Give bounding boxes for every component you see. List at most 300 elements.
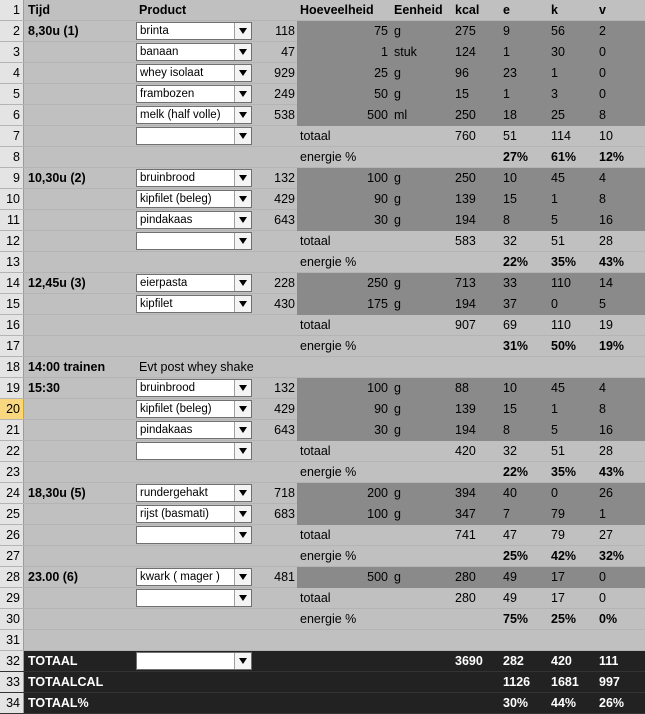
product-code-cell[interactable]: 929 <box>274 66 295 80</box>
sheet-row <box>0 231 645 252</box>
chevron-down-icon[interactable] <box>234 296 251 312</box>
row-header[interactable]: 6 <box>0 105 24 125</box>
row-header[interactable]: 23 <box>0 462 24 482</box>
v-cell[interactable]: 14 <box>599 276 613 290</box>
time-cell[interactable]: 18,30u (5) <box>28 486 86 500</box>
col-e: e <box>503 3 510 17</box>
k-cell[interactable]: 79 <box>551 528 565 542</box>
k-cell[interactable]: 56 <box>551 24 565 38</box>
e-cell[interactable]: 30% <box>503 696 529 710</box>
kcal-cell[interactable]: 124 <box>455 45 476 59</box>
product-value: pindakaas <box>140 214 193 226</box>
row-header[interactable]: 11 <box>0 210 24 230</box>
row-header[interactable]: 1 <box>0 0 24 20</box>
kcal-cell[interactable]: 347 <box>455 507 476 521</box>
k-cell[interactable]: 51 <box>551 234 565 248</box>
product-value: bruinbrood <box>140 172 195 184</box>
k-cell[interactable]: 61% <box>551 150 577 164</box>
e-cell[interactable]: 23 <box>503 66 517 80</box>
product-dropdown[interactable] <box>136 526 252 544</box>
product-code-cell[interactable]: 47 <box>281 45 295 59</box>
k-cell[interactable]: 17 <box>551 591 565 605</box>
sheet-row <box>0 693 645 714</box>
energy-label: energie % <box>300 612 357 626</box>
product-dropdown[interactable] <box>136 421 252 439</box>
row-header[interactable]: 22 <box>0 441 24 461</box>
k-cell[interactable]: 25% <box>551 612 577 626</box>
chevron-down-icon[interactable] <box>234 527 251 543</box>
chevron-down-icon[interactable] <box>234 653 251 669</box>
sheet-row <box>0 42 645 63</box>
sheet-row <box>0 210 645 231</box>
chevron-down-icon[interactable] <box>234 590 251 606</box>
time-cell[interactable]: TOTAAL% <box>28 696 89 710</box>
k-cell[interactable]: 1 <box>551 66 558 80</box>
product-dropdown[interactable] <box>136 169 252 187</box>
e-cell[interactable]: 282 <box>503 654 524 668</box>
quantity-cell[interactable]: 100 <box>367 507 388 521</box>
e-cell[interactable]: 40 <box>503 486 517 500</box>
note-cell[interactable]: Evt post whey shake <box>139 360 254 374</box>
k-cell[interactable]: 17 <box>551 570 565 584</box>
e-cell[interactable]: 47 <box>503 528 517 542</box>
e-cell[interactable]: 10 <box>503 171 517 185</box>
product-code-cell[interactable]: 683 <box>274 507 295 521</box>
k-cell[interactable]: 35% <box>551 465 577 479</box>
product-code-cell[interactable]: 643 <box>274 213 295 227</box>
row-header[interactable]: 21 <box>0 420 24 440</box>
product-value: frambozen <box>140 88 195 100</box>
row-header[interactable]: 16 <box>0 315 24 335</box>
time-cell[interactable]: 8,30u (1) <box>28 24 79 38</box>
energy-label: energie % <box>300 150 357 164</box>
kcal-cell[interactable]: 907 <box>455 318 476 332</box>
e-cell[interactable]: 69 <box>503 318 517 332</box>
kcal-cell[interactable]: 88 <box>455 381 469 395</box>
k-cell[interactable]: 45 <box>551 381 565 395</box>
unit-cell[interactable]: g <box>394 213 401 227</box>
kcal-cell[interactable]: 250 <box>455 171 476 185</box>
time-cell[interactable]: TOTAALCAL <box>28 675 104 689</box>
product-value: eierpasta <box>140 277 188 289</box>
product-code-cell[interactable]: 481 <box>274 570 295 584</box>
kcal-cell[interactable]: 741 <box>455 528 476 542</box>
chevron-down-icon[interactable] <box>234 485 251 501</box>
quantity-cell[interactable]: 30 <box>374 213 388 227</box>
quantity-cell[interactable]: 500 <box>367 108 388 122</box>
kcal-cell[interactable]: 250 <box>455 108 476 122</box>
v-cell[interactable]: 4 <box>599 381 606 395</box>
v-cell[interactable]: 16 <box>599 213 613 227</box>
quantity-cell[interactable]: 100 <box>367 381 388 395</box>
v-cell[interactable]: 111 <box>599 654 619 668</box>
k-cell[interactable]: 25 <box>551 108 565 122</box>
quantity-cell[interactable]: 25 <box>374 66 388 80</box>
product-code-cell[interactable]: 430 <box>274 297 295 311</box>
product-code-cell[interactable]: 538 <box>274 108 295 122</box>
v-cell[interactable]: 19% <box>599 339 625 353</box>
v-cell[interactable]: 0% <box>599 612 618 626</box>
product-code-cell[interactable]: 132 <box>274 381 295 395</box>
v-cell[interactable]: 32% <box>599 549 625 563</box>
quantity-cell[interactable]: 200 <box>367 486 388 500</box>
product-dropdown[interactable] <box>136 106 252 124</box>
v-cell[interactable]: 43% <box>599 255 625 269</box>
row-header[interactable]: 12 <box>0 231 24 251</box>
sheet-row <box>0 483 645 504</box>
product-dropdown[interactable] <box>136 85 252 103</box>
sheet-row <box>0 462 645 483</box>
product-code-cell[interactable]: 643 <box>274 423 295 437</box>
v-cell[interactable]: 0 <box>599 591 606 605</box>
k-cell[interactable]: 110 <box>551 318 571 332</box>
chevron-down-icon[interactable] <box>234 380 251 396</box>
sheet-row <box>0 504 645 525</box>
row-header[interactable]: 19 <box>0 378 24 398</box>
unit-cell[interactable]: g <box>394 66 401 80</box>
product-dropdown[interactable] <box>136 190 252 208</box>
row-header[interactable]: 14 <box>0 273 24 293</box>
e-cell[interactable]: 22% <box>503 255 529 269</box>
sheet-row <box>0 336 645 357</box>
v-cell[interactable]: 0 <box>599 66 606 80</box>
chevron-down-icon[interactable] <box>234 107 251 123</box>
row-header[interactable]: 18 <box>0 357 24 377</box>
v-cell[interactable]: 28 <box>599 444 613 458</box>
sheet-row <box>0 630 645 651</box>
product-dropdown[interactable] <box>136 652 252 670</box>
row-header[interactable]: 5 <box>0 84 24 104</box>
v-cell[interactable]: 10 <box>599 129 613 143</box>
product-value: kipfilet <box>140 298 173 310</box>
kcal-cell[interactable]: 139 <box>455 402 476 416</box>
row-header[interactable]: 20 <box>0 399 24 419</box>
product-dropdown[interactable] <box>136 295 252 313</box>
row-header[interactable]: 32 <box>0 651 24 671</box>
v-cell[interactable]: 26% <box>599 696 625 710</box>
col-v: v <box>599 3 606 17</box>
energy-label: energie % <box>300 549 357 563</box>
product-code-cell[interactable]: 718 <box>274 486 295 500</box>
v-cell[interactable]: 27 <box>599 528 613 542</box>
unit-cell[interactable]: ml <box>394 108 408 122</box>
product-dropdown[interactable] <box>136 64 252 82</box>
k-cell[interactable]: 5 <box>551 423 558 437</box>
quantity-cell[interactable]: 175 <box>367 297 388 311</box>
k-cell[interactable]: 110 <box>551 276 571 290</box>
chevron-down-icon[interactable] <box>234 401 251 417</box>
product-code-cell[interactable]: 249 <box>274 87 295 101</box>
row-header[interactable]: 24 <box>0 483 24 503</box>
chevron-down-icon[interactable] <box>234 44 251 60</box>
unit-cell[interactable]: stuk <box>394 45 417 59</box>
unit-cell[interactable]: g <box>394 486 401 500</box>
row-header[interactable]: 7 <box>0 126 24 146</box>
chevron-down-icon[interactable] <box>234 275 251 291</box>
e-cell[interactable]: 27% <box>503 150 529 164</box>
e-cell[interactable]: 1 <box>503 45 510 59</box>
sheet-row <box>0 294 645 315</box>
time-cell[interactable]: 10,30u (2) <box>28 171 86 185</box>
kcal-cell[interactable]: 194 <box>455 297 476 311</box>
product-value: kipfilet (beleg) <box>140 403 212 415</box>
product-dropdown[interactable] <box>136 589 252 607</box>
product-dropdown[interactable] <box>136 379 252 397</box>
row-header[interactable]: 10 <box>0 189 24 209</box>
row-header[interactable]: 17 <box>0 336 24 356</box>
product-code-cell[interactable]: 132 <box>274 171 295 185</box>
sheet-row <box>0 315 645 336</box>
sheet-row <box>0 252 645 273</box>
product-value: whey isolaat <box>140 67 204 79</box>
time-cell[interactable]: 14:00 trainen <box>28 360 106 374</box>
kcal-cell[interactable]: 15 <box>455 87 469 101</box>
sheet-row <box>0 105 645 126</box>
product-dropdown[interactable] <box>136 400 252 418</box>
v-cell[interactable]: 28 <box>599 234 613 248</box>
product-code-cell[interactable]: 429 <box>274 402 295 416</box>
k-cell[interactable]: 0 <box>551 297 558 311</box>
k-cell[interactable]: 1 <box>551 402 558 416</box>
total-label: totaal <box>300 129 331 143</box>
quantity-cell[interactable]: 90 <box>374 402 388 416</box>
quantity-cell[interactable]: 90 <box>374 192 388 206</box>
sheet-row <box>0 609 645 630</box>
k-cell[interactable]: 1 <box>551 192 558 206</box>
e-cell[interactable]: 37 <box>503 297 517 311</box>
row-header[interactable]: 9 <box>0 168 24 188</box>
product-value: melk (half volle) <box>140 109 221 121</box>
unit-cell[interactable]: g <box>394 507 401 521</box>
row-header[interactable]: 15 <box>0 294 24 314</box>
row-header[interactable]: 28 <box>0 567 24 587</box>
v-cell[interactable]: 0 <box>599 570 606 584</box>
kcal-cell[interactable]: 280 <box>455 570 476 584</box>
e-cell[interactable]: 7 <box>503 507 510 521</box>
unit-cell[interactable]: g <box>394 381 401 395</box>
chevron-down-icon[interactable] <box>234 212 251 228</box>
sheet-row <box>0 525 645 546</box>
product-value: kwark ( mager ) <box>140 571 220 583</box>
quantity-cell[interactable]: 1 <box>381 45 388 59</box>
e-cell[interactable]: 9 <box>503 24 510 38</box>
chevron-down-icon[interactable] <box>234 233 251 249</box>
time-cell[interactable]: 12,45u (3) <box>28 276 86 290</box>
chevron-down-icon[interactable] <box>234 65 251 81</box>
row-header[interactable]: 8 <box>0 147 24 167</box>
unit-cell[interactable]: g <box>394 87 401 101</box>
time-cell[interactable]: TOTAAL <box>28 654 78 668</box>
k-cell[interactable]: 1681 <box>551 675 579 689</box>
time-cell[interactable]: 15:30 <box>28 381 60 395</box>
kcal-cell[interactable]: 713 <box>455 276 476 290</box>
v-cell[interactable]: 997 <box>599 675 620 689</box>
sheet-row <box>0 63 645 84</box>
kcal-cell[interactable]: 139 <box>455 192 476 206</box>
v-cell[interactable]: 19 <box>599 318 613 332</box>
row-header[interactable]: 33 <box>0 672 24 692</box>
v-cell[interactable]: 43% <box>599 465 625 479</box>
k-cell[interactable]: 42% <box>551 549 577 563</box>
k-cell[interactable]: 50% <box>551 339 577 353</box>
product-code-cell[interactable]: 118 <box>275 24 295 38</box>
sheet-row <box>0 147 645 168</box>
total-label: totaal <box>300 528 331 542</box>
chevron-down-icon[interactable] <box>234 506 251 522</box>
row-header[interactable]: 4 <box>0 63 24 83</box>
e-cell[interactable]: 75% <box>503 612 529 626</box>
row-header[interactable]: 2 <box>0 21 24 41</box>
sheet-row <box>0 567 645 588</box>
sheet-row <box>0 168 645 189</box>
energy-label: energie % <box>300 339 357 353</box>
chevron-down-icon[interactable] <box>234 86 251 102</box>
k-cell[interactable]: 420 <box>551 654 572 668</box>
chevron-down-icon[interactable] <box>234 422 251 438</box>
col-tijd: Tijd <box>28 3 50 17</box>
k-cell[interactable]: 5 <box>551 213 558 227</box>
unit-cell[interactable]: g <box>394 192 401 206</box>
v-cell[interactable]: 8 <box>599 108 606 122</box>
row-header[interactable]: 27 <box>0 546 24 566</box>
sheet-row <box>0 126 645 147</box>
kcal-cell[interactable]: 420 <box>455 444 476 458</box>
chevron-down-icon[interactable] <box>234 569 251 585</box>
row-header[interactable]: 31 <box>0 630 24 650</box>
product-dropdown[interactable] <box>136 484 252 502</box>
v-cell[interactable]: 8 <box>599 192 606 206</box>
sheet-row <box>0 21 645 42</box>
e-cell[interactable]: 49 <box>503 570 517 584</box>
product-dropdown[interactable] <box>136 211 252 229</box>
product-dropdown[interactable] <box>136 127 252 145</box>
e-cell[interactable]: 18 <box>503 108 517 122</box>
e-cell[interactable]: 15 <box>503 402 517 416</box>
unit-cell[interactable]: g <box>394 402 401 416</box>
chevron-down-icon[interactable] <box>234 23 251 39</box>
v-cell[interactable]: 4 <box>599 171 606 185</box>
k-cell[interactable]: 35% <box>551 255 577 269</box>
v-cell[interactable]: 16 <box>599 423 613 437</box>
k-cell[interactable]: 79 <box>551 507 565 521</box>
e-cell[interactable]: 32 <box>503 234 517 248</box>
chevron-down-icon[interactable] <box>234 443 251 459</box>
k-cell[interactable]: 114 <box>551 129 571 143</box>
product-dropdown[interactable] <box>136 568 252 586</box>
kcal-cell[interactable]: 194 <box>455 423 476 437</box>
product-value: rijst (basmati) <box>140 508 210 520</box>
kcal-cell[interactable]: 96 <box>455 66 469 80</box>
k-cell[interactable]: 44% <box>551 696 577 710</box>
quantity-cell[interactable]: 75 <box>374 24 388 38</box>
k-cell[interactable]: 3 <box>551 87 558 101</box>
kcal-cell[interactable]: 760 <box>455 129 476 143</box>
product-dropdown[interactable] <box>136 22 252 40</box>
product-dropdown[interactable] <box>136 274 252 292</box>
e-cell[interactable]: 22% <box>503 465 529 479</box>
e-cell[interactable]: 8 <box>503 213 510 227</box>
product-dropdown[interactable] <box>136 442 252 460</box>
k-cell[interactable]: 30 <box>551 45 565 59</box>
e-cell[interactable]: 51 <box>503 129 517 143</box>
kcal-cell[interactable]: 280 <box>455 591 476 605</box>
total-label: totaal <box>300 591 331 605</box>
e-cell[interactable]: 15 <box>503 192 517 206</box>
row-header[interactable]: 29 <box>0 588 24 608</box>
quantity-cell[interactable]: 250 <box>367 276 388 290</box>
k-cell[interactable]: 0 <box>551 486 558 500</box>
unit-cell[interactable]: g <box>394 24 401 38</box>
product-code-cell[interactable]: 228 <box>274 276 295 290</box>
row-header[interactable]: 25 <box>0 504 24 524</box>
product-value: kipfilet (beleg) <box>140 193 212 205</box>
unit-cell[interactable]: g <box>394 423 401 437</box>
chevron-down-icon[interactable] <box>234 191 251 207</box>
time-cell[interactable]: 23.00 (6) <box>28 570 79 584</box>
v-cell[interactable]: 26 <box>599 486 613 500</box>
e-cell[interactable]: 1 <box>503 87 510 101</box>
energy-label: energie % <box>300 255 357 269</box>
unit-cell[interactable]: g <box>394 276 401 290</box>
row-header[interactable]: 3 <box>0 42 24 62</box>
e-cell[interactable]: 1126 <box>503 675 531 689</box>
v-cell[interactable]: 0 <box>599 45 606 59</box>
v-cell[interactable]: 2 <box>599 24 606 38</box>
product-value: rundergehakt <box>140 487 208 499</box>
quantity-cell[interactable]: 500 <box>367 570 388 584</box>
e-cell[interactable]: 49 <box>503 591 517 605</box>
product-code-cell[interactable]: 429 <box>274 192 295 206</box>
kcal-cell[interactable]: 394 <box>455 486 476 500</box>
v-cell[interactable]: 5 <box>599 297 606 311</box>
v-cell[interactable]: 0 <box>599 87 606 101</box>
product-value: banaan <box>140 46 179 58</box>
row-header[interactable]: 34 <box>0 693 24 713</box>
k-cell[interactable]: 45 <box>551 171 565 185</box>
product-dropdown[interactable] <box>136 505 252 523</box>
row-header[interactable]: 30 <box>0 609 24 629</box>
product-dropdown[interactable] <box>136 232 252 250</box>
e-cell[interactable]: 10 <box>503 381 517 395</box>
quantity-cell[interactable]: 100 <box>367 171 388 185</box>
sheet-row <box>0 441 645 462</box>
product-dropdown[interactable] <box>136 43 252 61</box>
e-cell[interactable]: 25% <box>503 549 529 563</box>
kcal-cell[interactable]: 583 <box>455 234 476 248</box>
unit-cell[interactable]: g <box>394 171 401 185</box>
chevron-down-icon[interactable] <box>234 170 251 186</box>
e-cell[interactable]: 8 <box>503 423 510 437</box>
e-cell[interactable]: 32 <box>503 444 517 458</box>
row-header[interactable]: 26 <box>0 525 24 545</box>
row-header[interactable]: 13 <box>0 252 24 272</box>
chevron-down-icon[interactable] <box>234 128 251 144</box>
e-cell[interactable]: 31% <box>503 339 529 353</box>
quantity-cell[interactable]: 50 <box>374 87 388 101</box>
v-cell[interactable]: 8 <box>599 402 606 416</box>
v-cell[interactable]: 12% <box>599 150 625 164</box>
kcal-cell[interactable]: 194 <box>455 213 476 227</box>
quantity-cell[interactable]: 30 <box>374 423 388 437</box>
e-cell[interactable]: 33 <box>503 276 517 290</box>
sheet-row <box>0 273 645 294</box>
unit-cell[interactable]: g <box>394 570 401 584</box>
unit-cell[interactable]: g <box>394 297 401 311</box>
k-cell[interactable]: 51 <box>551 444 565 458</box>
kcal-cell[interactable]: 3690 <box>455 654 483 668</box>
v-cell[interactable]: 1 <box>599 507 606 521</box>
kcal-cell[interactable]: 275 <box>455 24 476 38</box>
